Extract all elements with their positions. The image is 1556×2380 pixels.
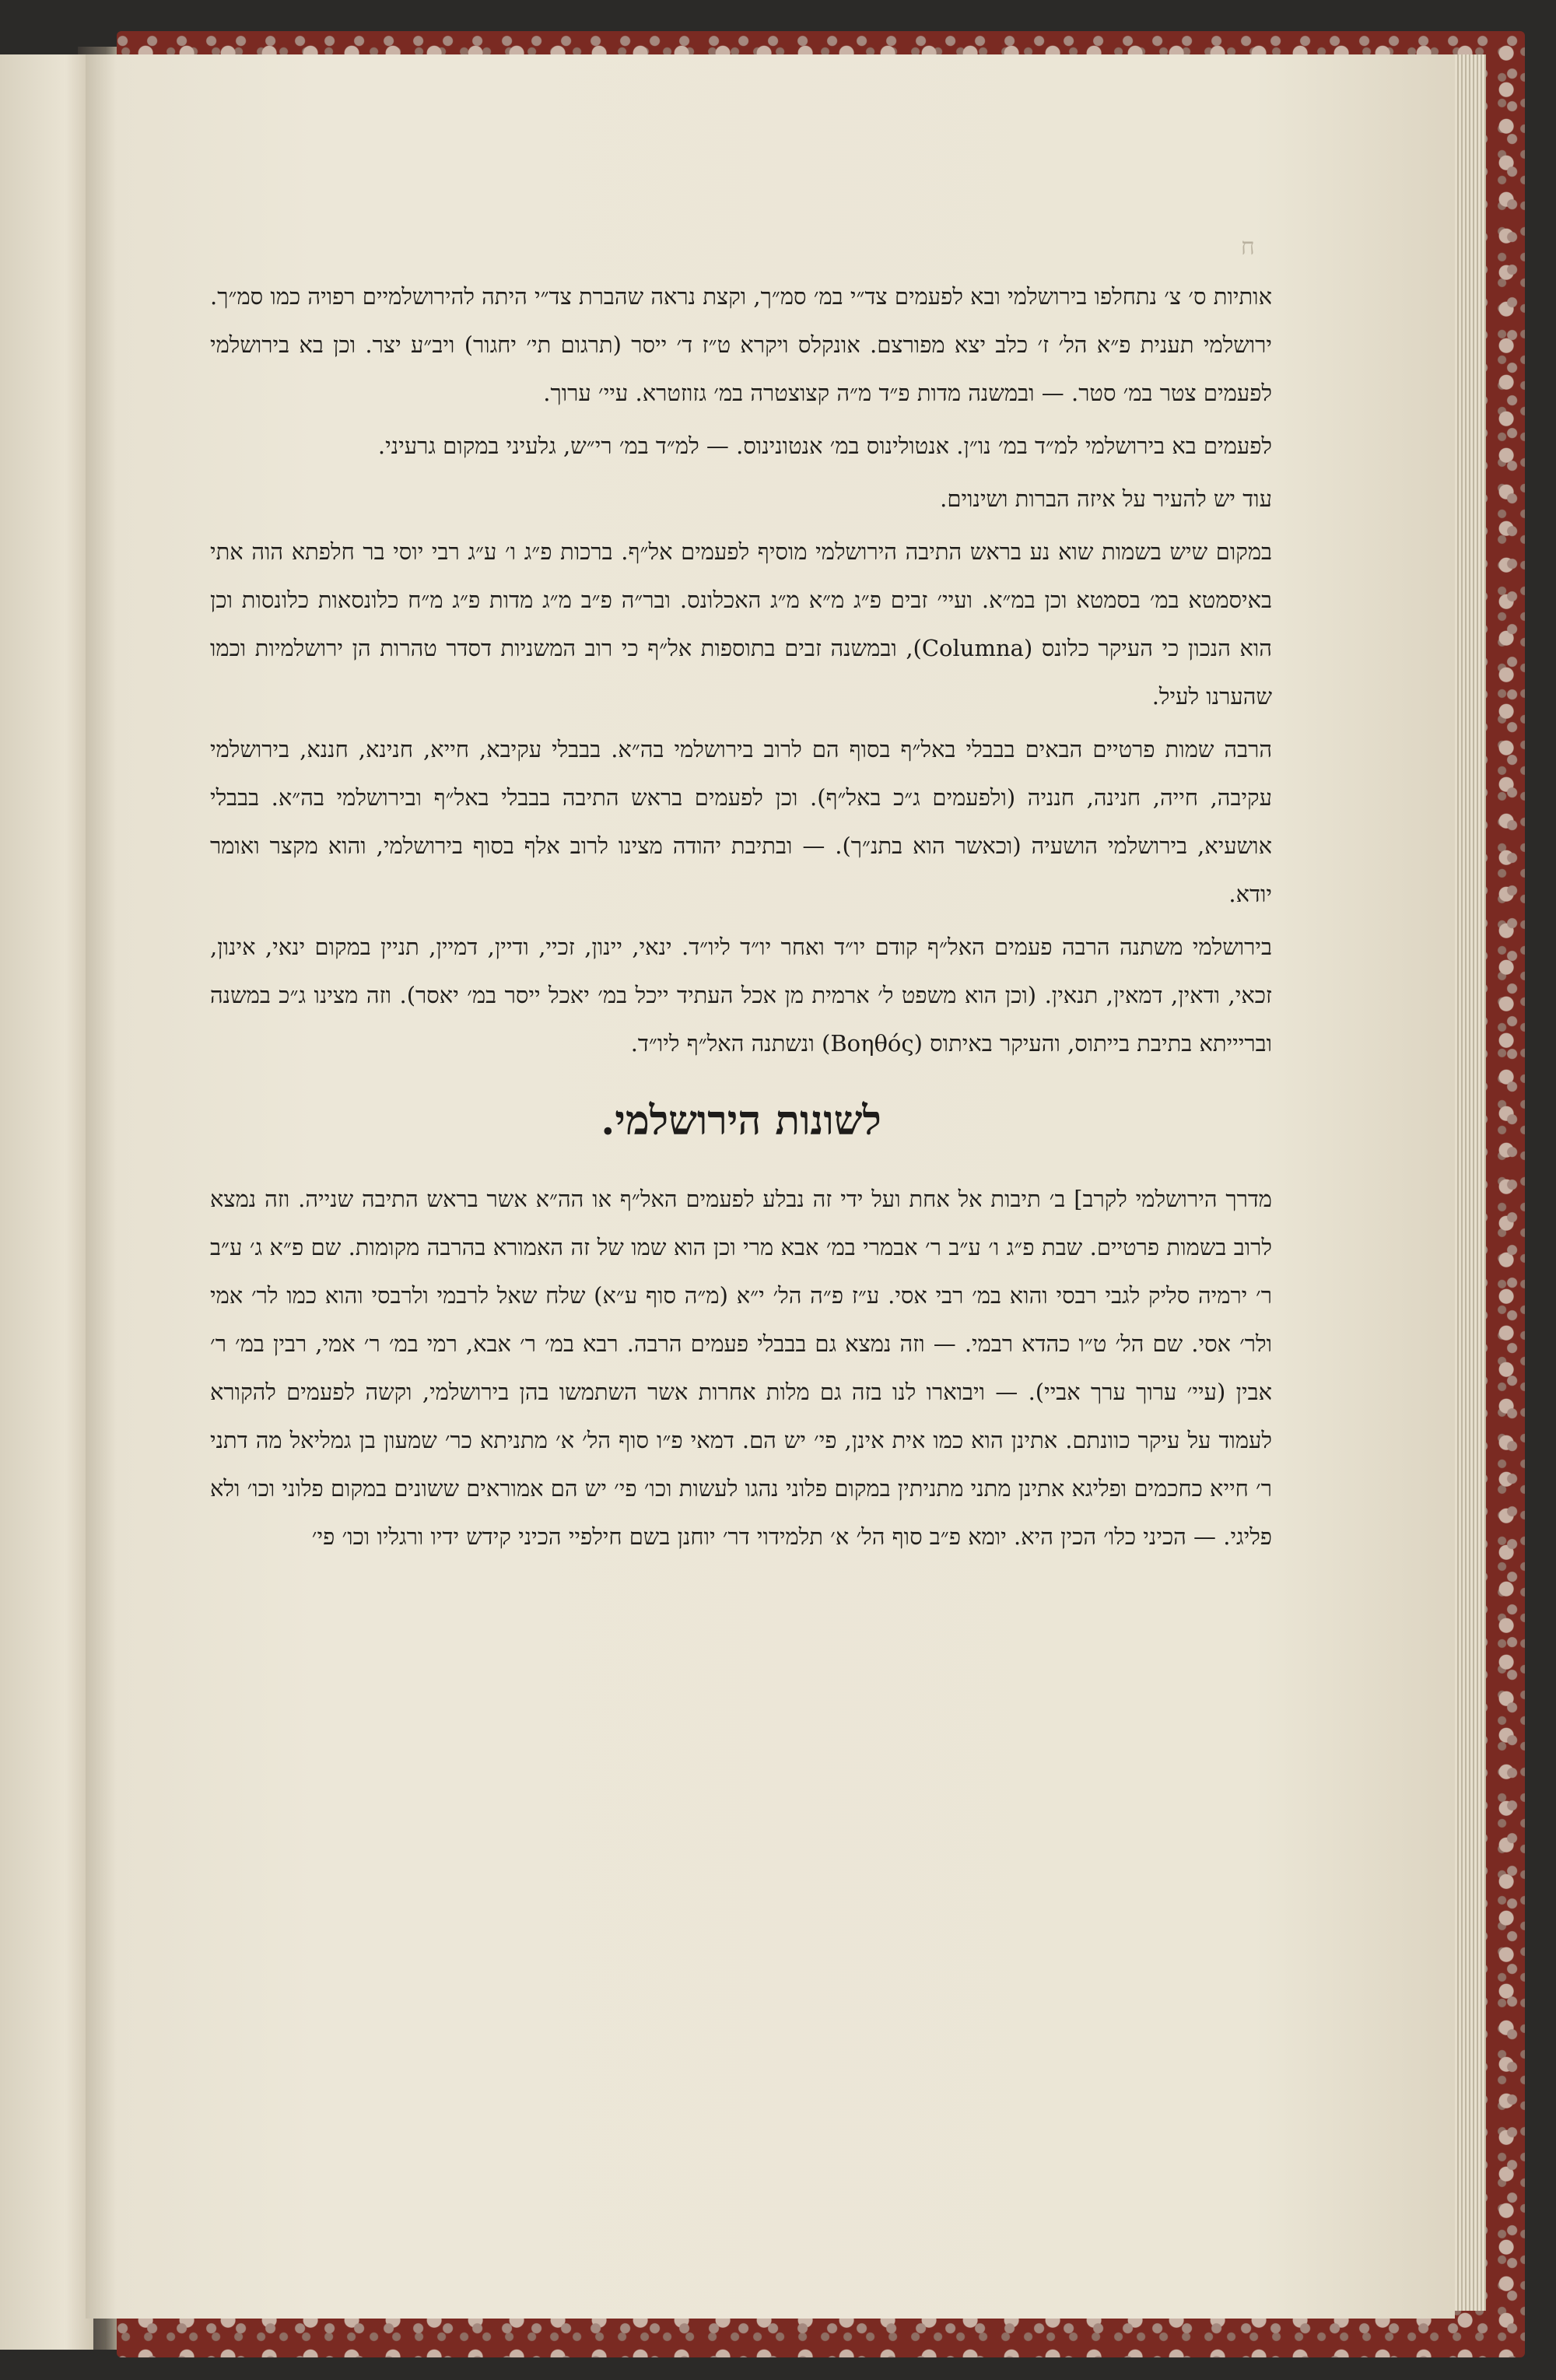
page-body [210,272,1272,1565]
paragraph: מדרך הירושלמי לקרב] ב׳ תיבות אל אחת ועל ידי זה נבלע לפעמים האל״ף או הה״א אשר בראש התיבה שנייה. וזה נמצא לרוב בשמות פרטיים. שבת פ״ג ו׳ ע״ב ר׳ אבמרי במ׳ אבא מרי וכן הוא שמו של זה האמורא בהרבה מקומות. שם פ״א ג׳ ע״ב ר׳ ירמיה סליק לגבי רבסי והוא במ׳ רבי אסי. ע״ז פ״ה הל׳ י״א (מ״ה סוף ע״א) שלח שאל לרבמי ולרבסי והוא כמו לר׳ אמי ולר׳ אסי. שם הל׳ ט״ו כהדא רבמי. — וזה נמצא גם בבבלי פעמים הרבה. רבא במ׳ ר׳ אבא, רמי במ׳ ר׳ אמי, רבין במ׳ ר׳ אבין (עיי׳ ערוך ערך אביי). — ויבוארו לנו בזה גם מלות אחרות אשר השתמשו בהן בירושלמי, וקשה לפעמים להקורא לעמוד על עיקר כוונתם. אתינן הוא כמו אית אינן, פי׳ יש הם. דמאי פ״ו סוף הל׳ א׳ מתניתא כר׳ שמעון בן גמליאל מה דתני ר׳ חייא כחכמים ופליגא אתינן מתני מתניתין במקום פלוני נהגו לעשות וכו׳ פי׳ יש הם אמוראים ששונים במקום פלוני וכו׳ ולא פליגי. — הכיני כלו׳ הכין היא. יומא פ״ב סוף הל׳ א׳ תלמידוי דר׳ יוחנן בשם חילפיי הכיני קידש ידיו ורגליו וכו׳ פי׳ [209,1186,1272,1550]
paragraph: עוד יש להעיר על איזה הברות ושינוים. [940,485,1272,512]
facing-page-edge [0,54,93,2350]
paragraph: לפעמים בא בירושלמי למ״ד במ׳ נו״ן. אנטולינוס במ׳ אנטונינוס. — למ״ד במ׳ רי״ש, גלעיני במקום גרעיני. [377,433,1272,459]
paragraph: אותיות ס׳ צ׳ נתחלפו בירושלמי ובא לפעמים צד״י במ׳ סמ״ך, וקצת נראה שהברת צד״י היתה להירושלמיים רפויה כמו סמ״ך. ירושלמי תענית פ״א הל׳ ז׳ כלב יצא מפורצם. אונקלס ויקרא ט״ז ד׳ ייסר (תרגום תי׳ יחגור) ויב״ע יצר. וכן בא בירושלמי לפעמים צטר במ׳ סטר. — ובמשנה מדות פ״ד מ״ה קצוצטרה במ׳ גזוזטרא. עיי׳ ערוך. [210,283,1272,406]
section-heading: לשונות הירושלמי. [601,1097,881,1144]
paragraph: בירושלמי משתנה הרבה פעמים האל״ף קודם יו״ד ואחר יו״ד ליו״ד. ינאי, יינון, זכיי, ודיין, דמיין, תניין במקום ינאי, אינון, זכאי, ודאין, דמאין, תנאין. (וכן הוא משפט ל׳ ארמית מן אכל העתיד ייכל במ׳ יאכל ייסר במ׳ יאסר). וזה מצינו ג״כ במשנה ובריייתא בתיבת בייתוס, והעיקר באיתוס (Βοηθός) ונשתנה האל״ף ליו״ד. [210,934,1272,1057]
paragraph: במקום שיש בשמות שוא נע בראש התיבה הירושלמי מוסיף לפעמים אל״ף. ברכות פ״ג ו׳ ע״ג רבי יוסי בר חלפתא הוה אתי באיסמטא במ׳ בסמטא וכן במ״א. ועיי׳ זבים פ״ג מ״א מ״ג האכלונס. ובר״ה פ״ב מ״ג מדות פ״ג מ״ח כלונסאות כלונסות וכן הוא הנכון כי העיקר כלונס (Columna), ובמשנה זבים בתוספות אל״ף כי רוב המשניות דסדר טהרות הן ירושלמיות וכמו שהערנו לעיל. [210,538,1272,710]
page-signature-mark: ח [1241,233,1255,261]
paragraph: הרבה שמות פרטיים הבאים בבבלי באל״ף בסוף הם לרוב בירושלמי בה״א. בבבלי עקיבא, חייא, חנינא, חננא, בירושלמי עקיבה, חייה, חנינה, חנניה (ולפעמים ג״כ באל״ף). וכן לפעמים בראש התיבה בבבלי באל״ף ובירושלמי בה״א. בבבלי אושעיא, בירושלמי הושעיה (וכאשר הוא בתנ״ך). — ובתיבת יהודה מצינו לרוב אלף בסוף בירושלמי, והוא מקצר ואומר יודא. [210,736,1272,907]
